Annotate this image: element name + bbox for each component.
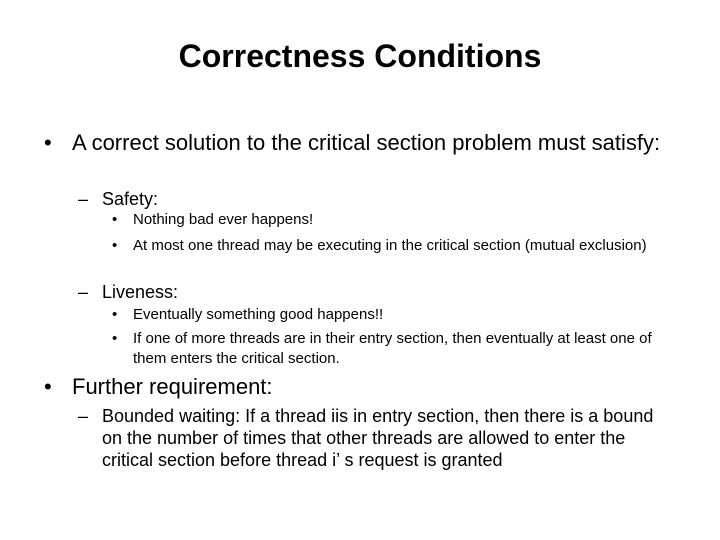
bullet-marker: • — [112, 237, 118, 254]
bullet-text: Liveness: — [102, 282, 179, 302]
bullet-marker: • — [112, 211, 118, 228]
detail-mutual-exclusion — [112, 236, 682, 256]
dash-marker: – — [78, 406, 89, 426]
detail-something-good — [112, 305, 682, 325]
detail-entry-section — [112, 329, 682, 369]
bullet-text: At most one thread may be executing in the critical section (mutual exclusion) — [133, 237, 647, 254]
bullet-text: Safety: — [102, 189, 159, 209]
detail-nothing-bad — [112, 210, 682, 230]
dash-marker: – — [78, 189, 89, 209]
bullet-correct-solution — [44, 130, 664, 156]
bullet-text: Bounded waiting: If a thread iis in entry section, then there is a bound on the number of times that other threads are allowed to enter the critical section before thread i’ s request is granted — [102, 406, 654, 470]
bullet-text: Nothing bad ever happens! — [133, 211, 314, 228]
bullet-text: If one of more threads are in their entry section, then eventually at least one of them enters the critical section. — [133, 330, 652, 367]
sub-bullet-bounded-waiting — [78, 405, 678, 471]
bullet-text: Further requirement: — [72, 374, 273, 399]
bullet-text: A correct solution to the critical section problem must satisfy: — [72, 130, 661, 155]
bullet-marker: • — [44, 374, 52, 399]
slide-title: Correctness Conditions — [178, 38, 542, 74]
bullet-text: Eventually something good happens!! — [133, 306, 384, 323]
sub-bullet-liveness — [78, 281, 678, 303]
sub-bullet-safety — [78, 188, 678, 210]
bullet-marker: • — [112, 330, 118, 347]
bullet-marker: • — [44, 130, 52, 155]
bullet-marker: • — [112, 306, 118, 323]
dash-marker: – — [78, 282, 89, 302]
bullet-further-requirement — [44, 374, 664, 400]
